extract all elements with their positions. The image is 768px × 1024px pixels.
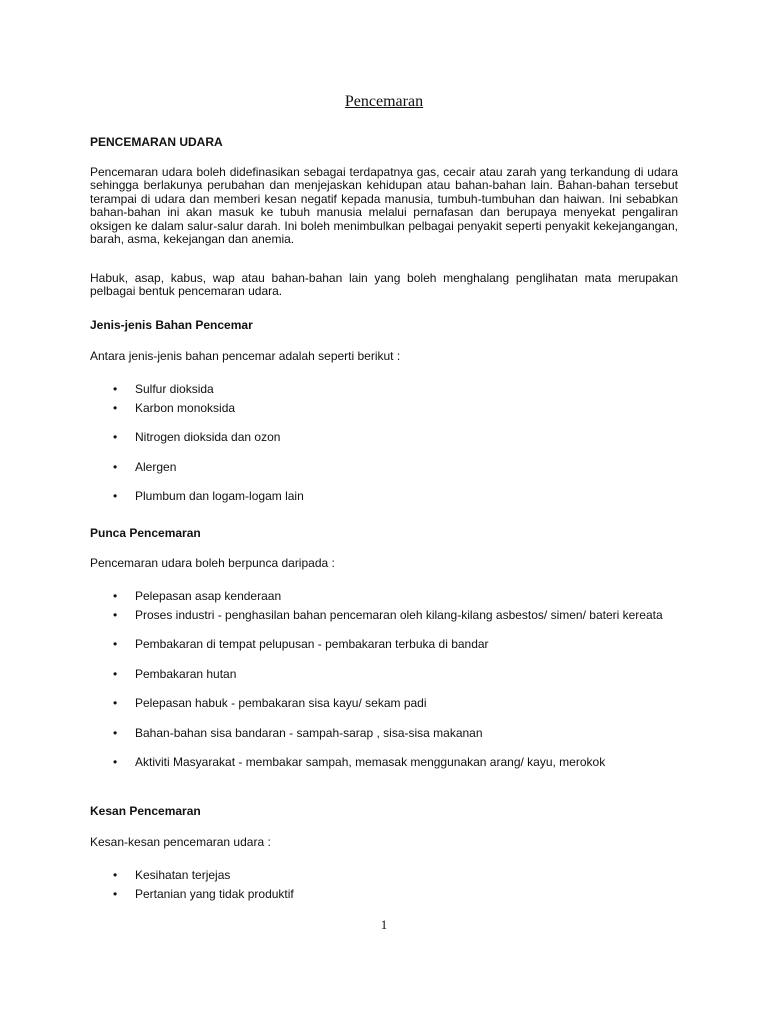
intro-paragraph-1: Pencemaran udara boleh didefinasikan sebagai terdapatnya gas, cecair atau zarah yang terkandung di udara sehingga berlakunya perubahan dan menjejaskan kehidupan atau bahan-bahan lain. Bahan-bahan tersebut terampai di udara dan memberi kesan negatif kepada manusia, tumbuh-tumbuhan dan haiwan. Ini sebabkan bahan-bahan ini akan masuk ke tubuh manusia melalui pernafasan dan berupaya menyekat pengaliran oksigen ke dalam salur-salur darah. Ini boleh menimbulkan pelbagai penyakit seperti penyakit kekejangangan, barah, asma, kekejangan dan anemia.: [90, 165, 678, 247]
bullet-icon: •: [113, 400, 118, 415]
list-item: • Pembakaran di tempat pelupusan - pembakaran terbuka di bandar: [113, 637, 489, 651]
bullet-icon: •: [113, 607, 118, 622]
list-item: • Bahan-bahan sisa bandaran - sampah-sarap , sisa-sisa makanan: [113, 725, 483, 740]
bullet-icon: •: [113, 637, 118, 651]
page-title: Pencemaran: [344, 93, 424, 110]
jenis-list: [90, 383, 678, 504]
bullet-icon: •: [113, 886, 118, 901]
list-item: • Alergen: [113, 459, 177, 474]
bullet-icon: •: [113, 459, 118, 474]
list-item: • Pembakaran hutan: [113, 666, 237, 681]
list-item: • Proses industri - penghasilan bahan pencemaran oleh kilang-kilang asbestos/ simen/ bateri kereata: [113, 607, 663, 622]
bullet-icon: •: [113, 589, 118, 603]
list-item: • Aktiviti Masyarakat - membakar sampah, memasak menggunakan arang/ kayu, merokok: [113, 755, 606, 769]
page-number: 1: [380, 917, 388, 932]
bullet-icon: •: [113, 725, 118, 740]
bullet-icon: •: [113, 489, 118, 503]
jenis-heading: Jenis-jenis Bahan Pencemar: [90, 318, 253, 332]
list-item: • Pelepasan habuk - pembakaran sisa kayu/ sekam padi: [113, 696, 427, 710]
bullet-icon: •: [113, 696, 118, 710]
bullet-icon: •: [113, 868, 118, 882]
list-item: • Nitrogen dioksida dan ozon: [113, 430, 281, 444]
jenis-intro: Antara jenis-jenis bahan pencemar adalah seperti berikut :: [90, 349, 401, 363]
list-item: • Karbon monoksida: [113, 400, 236, 415]
intro-paragraph-2: Habuk, asap, kabus, wap atau bahan-bahan lain yang boleh menghalang penglihatan mata merupakan pelbagai bentuk pencemaran udara.: [90, 271, 678, 299]
punca-list: [90, 590, 678, 770]
bullet-icon: •: [113, 755, 118, 769]
kesan-intro: Kesan-kesan pencemaran udara :: [90, 835, 271, 849]
punca-intro: Pencemaran udara boleh berpunca daripada :: [90, 556, 335, 570]
bullet-icon: •: [113, 666, 118, 681]
list-item: • Pelepasan asap kenderaan: [113, 589, 282, 603]
kesan-list: [90, 869, 678, 901]
list-item: • Plumbum dan logam-logam lain: [113, 489, 304, 503]
bullet-icon: •: [113, 430, 118, 444]
list-item: • Pertanian yang tidak produktif: [113, 886, 294, 901]
section-heading: PENCEMARAN UDARA: [90, 135, 223, 149]
kesan-heading: Kesan Pencemaran: [90, 804, 201, 818]
punca-heading: Punca Pencemaran: [90, 526, 201, 540]
bullet-icon: •: [113, 382, 118, 396]
list-item: • Sulfur dioksida: [113, 382, 214, 396]
list-item: • Kesihatan terjejas: [113, 868, 231, 882]
